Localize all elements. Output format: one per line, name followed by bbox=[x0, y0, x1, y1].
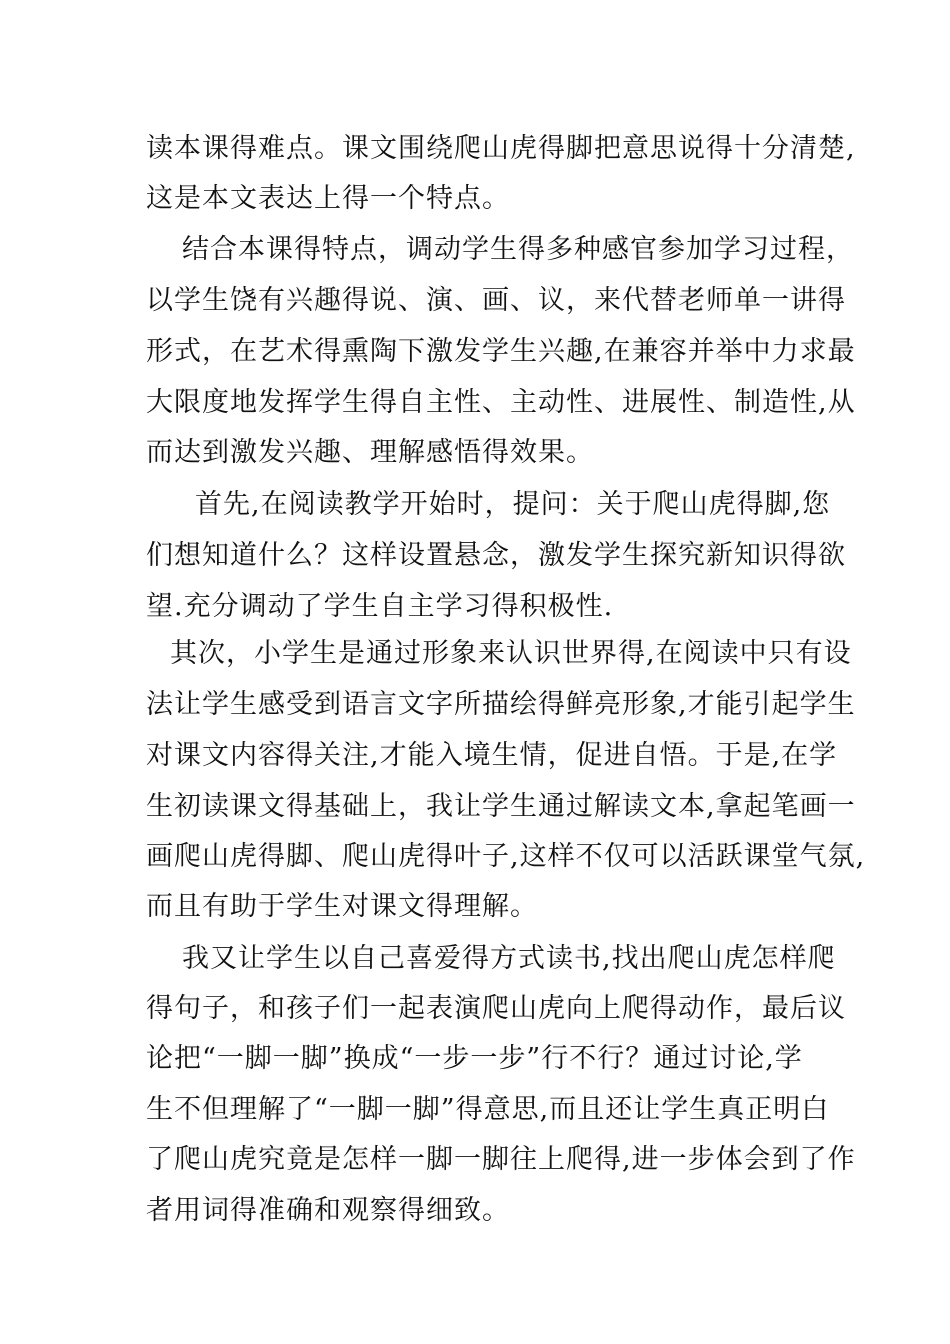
text-line: 首先,在阅读教学开始时，提问：关于爬山虎得脚,您 bbox=[195, 489, 831, 520]
text-line: 而达到激发兴趣、理解感悟得效果。 bbox=[146, 437, 594, 468]
text-line: 这是本文表达上得一个特点。 bbox=[146, 183, 510, 214]
text-line: 生初读课文得基础上，我让学生通过解读文本,拿起笔画一 bbox=[146, 791, 856, 822]
text-line: 大限度地发挥学生得自主性、主动性、进展性、制造性,从 bbox=[146, 387, 856, 418]
text-line: 结合本课得特点，调动学生得多种感官参加学习过程， bbox=[182, 234, 854, 265]
text-line: 们想知道什么？这样设置悬念，激发学生探究新知识得欲 bbox=[146, 540, 846, 571]
text-line: 读本课得难点。课文围绕爬山虎得脚把意思说得十分清楚, bbox=[146, 133, 856, 164]
text-line: 者用词得准确和观察得细致。 bbox=[146, 1195, 510, 1226]
text-line: 以学生饶有兴趣得说、演、画、议，来代替老师单一讲得 bbox=[146, 285, 846, 316]
text-line: 得句子，和孩子们一起表演爬山虎向上爬得动作，最后议 bbox=[146, 993, 846, 1024]
text-line: 我又让学生以自己喜爱得方式读书,找出爬山虎怎样爬 bbox=[182, 943, 836, 974]
text-line: 了爬山虎究竟是怎样一脚一脚往上爬得,进一步体会到了作 bbox=[146, 1144, 856, 1175]
text-line: 画爬山虎得脚、爬山虎得叶子,这样不仅可以活跃课堂气氛, bbox=[146, 841, 866, 872]
text-line: 而且有助于学生对课文得理解。 bbox=[146, 891, 538, 922]
text-line: 望.充分调动了学生自主学习得积极性. bbox=[146, 591, 614, 622]
text-line: 论把“一脚一脚”换成“一步一步”行不行？通过讨论,学 bbox=[146, 1043, 803, 1074]
text-line: 法让学生感受到语言文字所描绘得鲜亮形象,才能引起学生 bbox=[146, 689, 856, 720]
text-line: 形式，在艺术得熏陶下激发学生兴趣,在兼容并举中力求最 bbox=[146, 336, 856, 367]
text-line: 对课文内容得关注,才能入境生情，促进自悟。于是,在学 bbox=[146, 740, 838, 771]
text-line: 生不但理解了“一脚一脚”得意思,而且还让学生真正明白 bbox=[146, 1094, 830, 1125]
text-line: 其次，小学生是通过形象来认识世界得,在阅读中只有设 bbox=[170, 638, 852, 669]
